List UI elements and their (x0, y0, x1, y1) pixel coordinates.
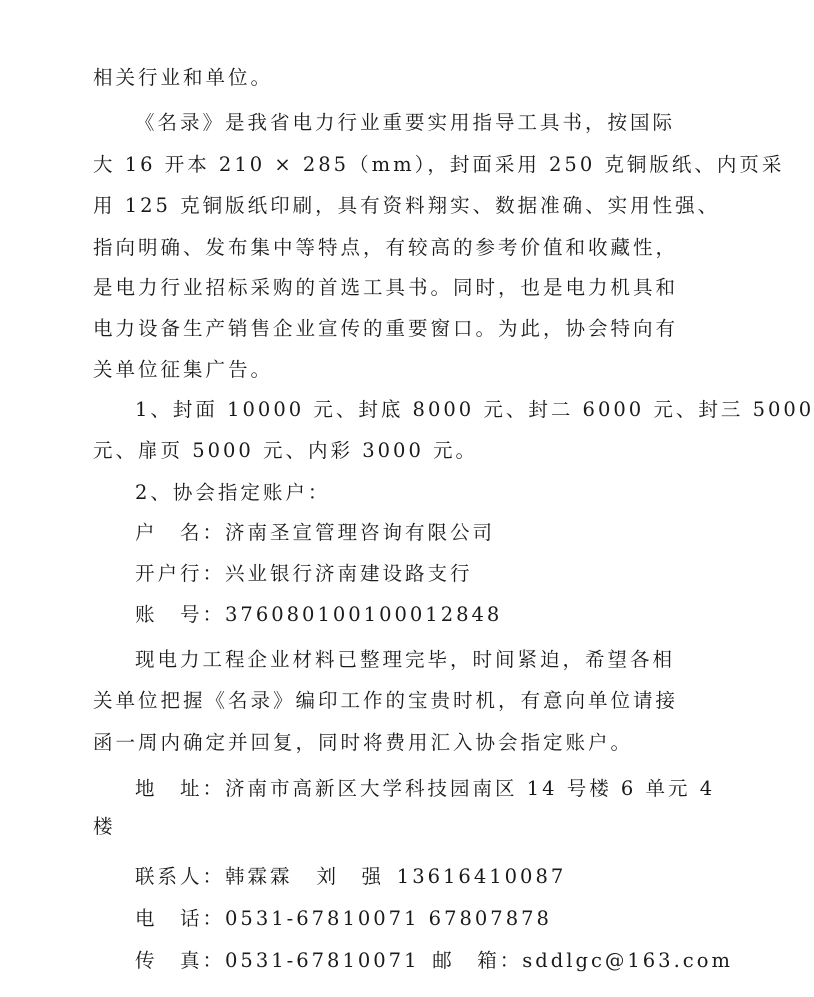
address: 地 址：济南市高新区大学科技园南区 14 号楼 6 单元 4 (135, 777, 716, 800)
contact-person-line (135, 862, 566, 892)
email-address: sddlgc@163.com (522, 949, 733, 972)
email-label: 邮 箱： (432, 949, 523, 972)
body-line: 函一周内确定并回复，同时将费用汇入协会指定账户。 (93, 731, 634, 754)
body-line: 元、扉页 5000 元、内彩 3000 元。 (93, 439, 479, 462)
contact-phone-line (135, 904, 552, 934)
body-line: 大 16 开本 210 × 285（mm），封面采用 250 克铜版纸、内页采 (93, 153, 785, 176)
contact-mobile: 13616410087 (396, 865, 567, 888)
body-line: 用 125 克铜版纸印刷，具有资料翔实、数据准确、实用性强、 (93, 194, 721, 217)
contact-person-label: 联系人： (135, 865, 226, 888)
body-line: 现电力工程企业材料已整理完毕，时间紧迫，希望各相 (135, 648, 676, 671)
account-bank: 开户行：兴业银行济南建设路支行 (135, 562, 473, 585)
body-line: 《名录》是我省电力行业重要实用指导工具书，按国际 (135, 111, 676, 134)
body-line: 关单位征集广告。 (93, 358, 274, 381)
body-line: 关单位把握《名录》编印工作的宝贵时机，有意向单位请接 (93, 689, 679, 712)
phone-label: 电 话： (135, 907, 226, 930)
body-line: 电力设备生产销售企业宣传的重要窗口。为此，协会特向有 (93, 317, 679, 340)
contact-person-2: 刘 强 (316, 865, 385, 888)
phone-number: 0531-67810071 67807878 (225, 907, 552, 930)
body-line: 是电力行业招标采购的首选工具书。同时，也是电力机具和 (93, 276, 679, 299)
body-line: 2、协会指定账户： (135, 481, 331, 504)
address-cont: 楼 (93, 815, 116, 838)
body-line: 1、封面 10000 元、封底 8000 元、封二 6000 元、封三 5000 (135, 398, 814, 421)
contact-person-1: 韩霖霖 (225, 865, 293, 888)
account-name: 户 名：济南圣宣管理咨询有限公司 (135, 521, 496, 544)
body-line: 指向明确、发布集中等特点，有较高的参考价值和收藏性， (93, 236, 679, 259)
contact-fax-line (135, 946, 733, 976)
account-number: 账 号：376080100100012848 (135, 603, 503, 626)
body-line: 相关行业和单位。 (93, 66, 274, 89)
fax-label: 传 真： (135, 949, 226, 972)
fax-number: 0531-67810071 (225, 949, 420, 972)
